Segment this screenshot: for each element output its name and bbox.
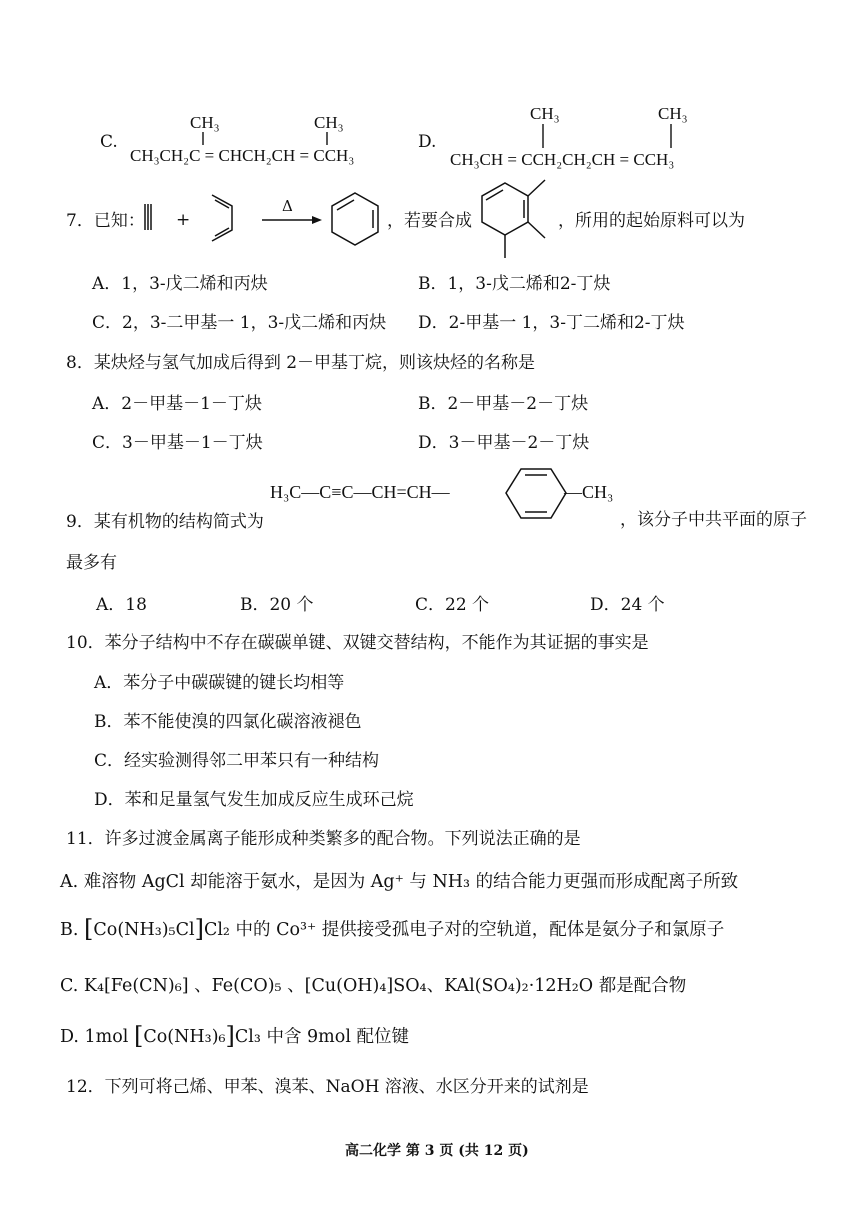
q9-stem-start: 9．某有机物的结构简式为: [66, 512, 264, 532]
q6-c-ch3-a: CH₃: [190, 113, 220, 132]
q6-d-formula: CH₃CH = CCH₂CH₂CH = CCH₃: [450, 150, 675, 169]
q11-d-label: D. 1mol: [60, 1027, 129, 1047]
q8-option-a: A．2－甲基－1－丁炔: [92, 394, 262, 414]
q11-option-d: [60, 1022, 409, 1050]
q11-d-formula: Co(NH₃)₆: [143, 1027, 226, 1047]
q11-d-rest: Cl₃ 中含 9mol 配位键: [234, 1027, 409, 1047]
q9-option-b: B．20 个: [240, 595, 314, 615]
q7-middle: ，若要合成: [387, 211, 472, 231]
q9-option-a: A．18: [96, 595, 147, 615]
q11-option-c: C. K₄[Fe(CN)₆] 、Fe(CO)₅ 、[Cu(OH)₄]SO₄、KAl(SO₄)₂·12H₂O 都是配合物: [60, 976, 687, 996]
q9-option-c: C．22 个: [415, 595, 490, 615]
q10-stem: 10．苯分子结构中不存在碳碳单键、双键交替结构，不能作为其证据的事实是: [66, 633, 649, 653]
q7-option-c: C．2，3-二甲基一 1，3-戊二烯和丙炔: [92, 313, 387, 333]
q11-b-bracket-open: [: [84, 915, 94, 943]
q8-option-b: B．2－甲基－2－丁炔: [418, 394, 589, 414]
q11-b-label: B.: [60, 920, 79, 940]
q9-formula-left: H₃C—C≡C—CH=CH—: [270, 482, 450, 502]
q10-option-a: A．苯分子中碳碳键的键长均相等: [94, 673, 345, 693]
benzene-ring-icon: [506, 469, 566, 518]
q11-b-formula: Co(NH₃)₅Cl: [93, 920, 195, 940]
q6-d-label: D.: [418, 132, 437, 152]
q7-option-a: A．1，3-戊二烯和丙炔: [92, 274, 268, 294]
q11-d-bracket-open: [: [133, 1022, 144, 1050]
q10-option-b: B．苯不能使溴的四氯化碳溶液褪色: [94, 712, 362, 732]
q11-b-bracket-close: ]: [194, 915, 204, 943]
q8-option-d: D．3－甲基－2－丁炔: [418, 433, 590, 453]
q11-d-bracket-close: ]: [225, 1022, 235, 1050]
q6-d-ch3-a: CH₃: [530, 104, 560, 123]
q11-b-rest: Cl₂ 中的 Co³⁺ 提供接受孤电子对的空轨道，配体是氨分子和氯原子: [203, 920, 725, 940]
q12-stem: 12．下列可将己烯、甲苯、溴苯、NaOH 溶液、水区分开来的试剂是: [66, 1077, 589, 1097]
q7-option-b: B．1，3-戊二烯和2-丁炔: [418, 274, 611, 294]
q11-stem: 11．许多过渡金属离子能形成种类繁多的配合物。下列说法正确的是: [66, 829, 581, 849]
q9-option-d: D．24 个: [590, 595, 665, 615]
q11-option-a: A. 难溶物 AgCl 却能溶于氨水，是因为 Ag⁺ 与 NH₃ 的结合能力更强而形成配离子所致: [60, 872, 739, 892]
q7-option-d: D．2-甲基一 1，3-丁二烯和2-丁炔: [418, 313, 685, 333]
q9-stem-line2: 最多有: [66, 553, 117, 573]
q6-c-ch3-b: CH₃: [314, 113, 344, 132]
q7-suffix: ，所用的起始原料可以为: [558, 211, 745, 231]
q8-stem: 8．某炔烃与氢气加成后得到 2－甲基丁烷，则该炔烃的名称是: [66, 353, 536, 373]
q6-d-ch3-b: CH₃: [658, 104, 688, 123]
page-footer: 高二化学 第 3 页 (共 12 页): [345, 1143, 529, 1159]
q6-c-label: C.: [100, 132, 118, 152]
q7-plus: +: [176, 210, 191, 230]
q10-option-d: D．苯和足量氢气发生加成反应生成环己烷: [94, 790, 414, 810]
q7-prefix: 7．已知：: [66, 211, 145, 231]
q9-formula-right: —CH₃: [564, 482, 614, 502]
q10-option-c: C．经实验测得邻二甲苯只有一种结构: [94, 751, 380, 771]
q6-c-formula: CH₃CH₂C = CHCH₂CH = CCH₃: [130, 146, 355, 165]
q11-option-b: [60, 915, 724, 943]
q9-stem-end: ，该分子中共平面的原子: [620, 510, 807, 530]
q7-delta: Δ: [282, 197, 293, 215]
q8-option-c: C．3－甲基－1－丁炔: [92, 433, 263, 453]
